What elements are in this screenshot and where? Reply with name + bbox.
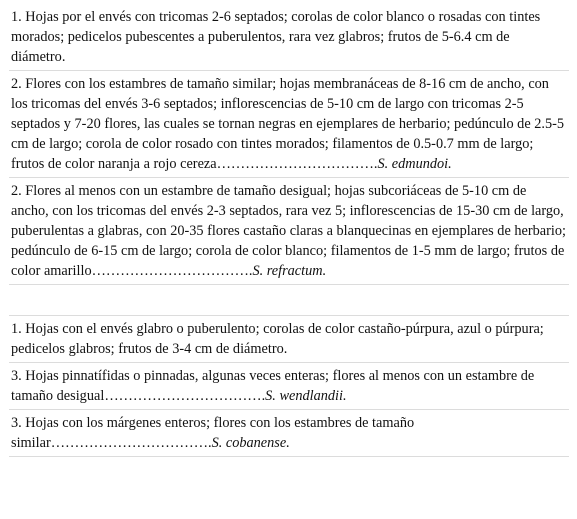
key-cell-couplet-1b: [9, 316, 569, 363]
key-row-3: [9, 178, 569, 285]
key-row-1: [9, 4, 569, 71]
key-text-couplet-2a: 2. Flores con los estambres de tamaño similar; hojas membranáceas de 8-16 cm de ancho, con los tricomas del envés 3-6 septados; inflorescencias de 5-10 cm de largo con tricomas 2-5 septados y 7-20 flores, las cuales se tornan negras en ejemplares de herbario; pedúnculo de 2.5-5 cm de largo; corola de color rosado con tintes morados; filamentos de 0.5-0.7 mm de largo; frutos de color naranja a rojo cereza: [11, 76, 565, 172]
key-row-empty: [9, 285, 569, 316]
key-cell-couplet-2b: [9, 178, 569, 285]
key-text-couplet-2b: 2. Flores al menos con un estambre de tamaño desigual; hojas subcoriáceas de 5-10 cm de ancho, con los tricomas del envés 2-3 septados, rara vez 5; inflorescencias de 15-30 cm de largo, puberulentas a glabras, con 20-35 flores castaño claras a blanquecinas en ejemplares de herbario; pedúnculo de 6-15 cm de largo; corola de color blanco; filamentos de 1-5 mm de largo; frutos de color amarillo: [11, 183, 566, 279]
dot-leader: …………………………….: [104, 388, 266, 404]
key-cell-empty: [9, 285, 569, 316]
key-text-couplet-3a: 3. Hojas pinnatífidas o pinnadas, algunas veces enteras; flores al menos con un estambre de tamaño desigual: [11, 368, 535, 404]
key-cell-couplet-3a: [9, 363, 569, 410]
key-row-4: [9, 316, 569, 363]
dot-leader: …………………………….: [50, 435, 212, 451]
taxon-name-cobanense: S. cobanense.: [211, 435, 290, 451]
taxon-name-edmundoi: S. edmundoi.: [377, 156, 452, 172]
key-row-5: [9, 363, 569, 410]
key-text-couplet-3b: 3. Hojas con los márgenes enteros; flores con los estambres de tamaño similar: [11, 415, 415, 451]
dot-leader: …………………………….: [91, 263, 253, 279]
key-cell-couplet-2a: [9, 71, 569, 178]
key-text-couplet-1b: 1. Hojas con el envés glabro o puberulento; corolas de color castaño-púrpura, azul o púrpura; pedicelos glabros; frutos de 3-4 cm de diámetro.: [11, 321, 544, 357]
key-cell-couplet-3b: [9, 410, 569, 457]
identification-key-table: [9, 4, 569, 457]
dot-leader: …………………………….: [216, 156, 378, 172]
key-row-6: [9, 410, 569, 457]
taxon-name-refractum: S. refractum.: [252, 263, 327, 279]
key-cell-couplet-1a: [9, 4, 569, 71]
key-text-couplet-1a: 1. Hojas por el envés con tricomas 2-6 septados; corolas de color blanco o rosadas con tintes morados; pedicelos pubescentes a puberulentos, rara vez glabros; frutos de 5-6.4 cm de diámetro.: [11, 9, 541, 65]
key-row-2: [9, 71, 569, 178]
taxon-name-wendlandii: S. wendlandii.: [265, 388, 347, 404]
